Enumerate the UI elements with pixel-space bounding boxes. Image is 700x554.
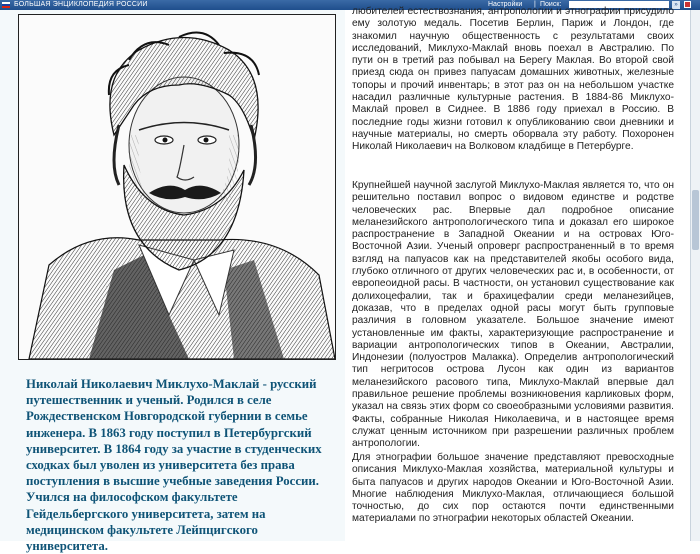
close-window-button[interactable] — [684, 1, 691, 8]
search-go-button[interactable]: » — [672, 1, 680, 9]
article-paragraph-3: Для этнографии большое значение представляют превосходные описания Миклухо-Маклая хозяйства, материальной культуры и быта папуасов и других народов Океании и Юго-Восточной Азии. Многие наблюдения Миклухо-Маклая, отличающиеся большой точностью, до сих пор остаются почти единственными материалами по этнографии некоторых областей Океании. — [352, 452, 674, 525]
search-label: Поиск: — [540, 1, 562, 8]
article-panel — [345, 6, 700, 541]
portrait-engraving-icon — [19, 15, 335, 359]
biography-caption: Николай Николаевич Миклухо-Маклай - русский путешественник и ученый. Родился в селе Рождественском Новгородской губернии в семье инженера. В 1863 году поступил в Петербургский университет. В 1864 году за участие в студенческих сходках был уволен из университета без права поступления в высшие учебные заведения России. Учился на философском факультете Гейдельбергского университета, затем на медицинском факультете Лейпцигского университета. — [26, 377, 322, 554]
scrollbar-thumb[interactable] — [692, 190, 699, 250]
settings-link[interactable]: Настройки — [488, 1, 523, 8]
portrait-frame — [18, 14, 336, 360]
left-panel — [0, 10, 345, 554]
russia-flag-icon — [2, 2, 10, 8]
separator: | — [534, 1, 536, 8]
app-title: БОЛЬШАЯ ЭНЦИКЛОПЕДИЯ РОССИИ — [14, 1, 148, 8]
article-paragraph-2: Крупнейшей научной заслугой Миклухо-Маклая является то, что он решительно поставил вопрос о видовом единстве и родстве человеческих рас. Впервые дал подробное описание меланезийского антропологического типа и доказал его широкое распространение в Западной Океании и на островах Юго-Восточной Азии. Ученый опроверг распространенный в то время взгляд на папуасов как на представителей якобы особого вида, глубоко отличного от других человеческих рас и, в особенности, от европеоидной расы. В частности, он установил существование как долихоцефалии, так и брахицефалии среди меланезийцев, доказав, что в пределах одной расы могут быть групповые различия в головном указателе. Большое значение имеют установленные им факты, характеризующие распространение и вариации антропологических типов в Океании, Австралии, Индонезии (полуостров Малакка). Определив антропологический тип негритосов острова Лусон как один из вариантов меланезийского расового типа, Миклухо-Маклай впервые дал правильное решение проблемы возникновения карликовых форм, указал на связь этих форм со своеобразными условиями развития. Факты, собранные Николая Николаевича, и в настоящее время служат ценным источником при разрешении различных проблем антропологии. — [352, 180, 674, 450]
vertical-scrollbar[interactable] — [690, 10, 700, 541]
article-paragraph-1: любителей естествознания, антропологии и этнографии присудило ему золотую медаль. Посетив Берлин, Париж и Лондон, где знакомил научную общественность с результатами своих исследований, Миклухо-Маклай вновь поехал в Австралию. По пути он в третий раз побывал на Берегу Маклая. Во второй свой приезд сюда он привез папуасам домашних животных, железные топоры и прочий инвентарь; в этот раз он на небольшом участке насадил различные культурные растения. В 1884-86 Миклухо-Маклай провел в Сиднее. В 1886 году приехал в Россию. В последние годы жизни готовил к опубликованию свои дневники и научные материалы, но смерть оборвала эту работу. Похоронен Николай Николаевич на Волковом кладбище в Петербурге. — [352, 6, 674, 153]
